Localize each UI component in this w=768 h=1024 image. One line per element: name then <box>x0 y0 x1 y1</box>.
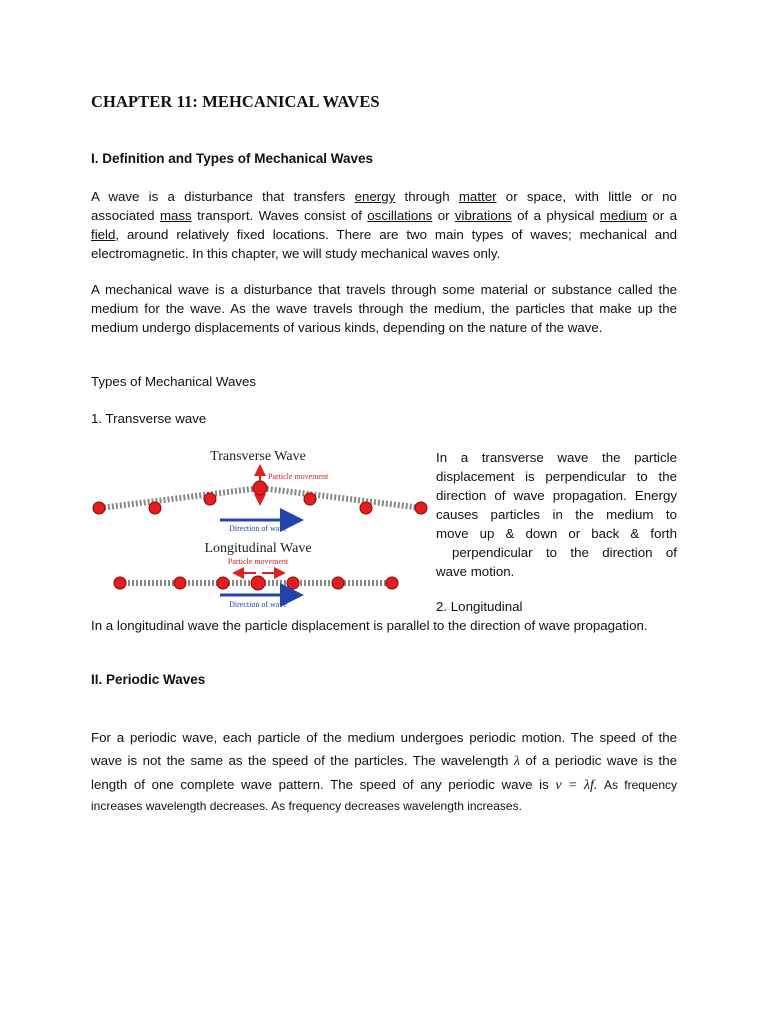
periodic-line-2: wave is not the same as the speed of the particles. The wavelength λ of a periodic wave is the <box>91 753 677 769</box>
definition-line-2: associated mass transport. Waves consist of oscillations or vibrations of a physical medium or a <box>91 208 677 223</box>
definition-line-3: field, around relatively fixed locations. There are two main types of waves; mechanical and <box>91 227 677 242</box>
energy-link[interactable]: energy <box>354 189 396 204</box>
particle <box>174 577 186 589</box>
particle <box>304 493 316 505</box>
mechanical-wave-paragraph: A mechanical wave is a disturbance that travels through some material or substance called the medium for the wave. As the wave travels through the medium, the particles that make up the medium undergo displacements of various kinds, depending on the nature of the wave. <box>91 282 677 335</box>
matter-link[interactable]: matter <box>458 189 497 204</box>
definition-line-1: A wave is a disturbance that transfers energy through matter or space, with little or no <box>91 189 677 204</box>
lambda-symbol: λ <box>513 754 520 769</box>
wave-diagram <box>88 442 428 612</box>
longitudinal-particle-label: Particle movement <box>227 557 289 566</box>
medium-link[interactable]: medium <box>599 208 648 223</box>
particle <box>415 502 427 514</box>
longitudinal-description: In a longitudinal wave the particle displacement is parallel to the direction of wave propagation. <box>91 618 648 633</box>
item-longitudinal: 2. Longitudinal <box>436 599 523 614</box>
section-2-heading: II. Periodic Waves <box>91 672 206 687</box>
particle <box>332 577 344 589</box>
particle <box>93 502 105 514</box>
speed-formula: v = λf. <box>555 778 598 793</box>
transverse-description: In a transverse wave the particle displacement is perpendicular to the direction of wave propagation. Energy causes particles in the medium to move up & down or back & forth perpendicular to the direction of wave motion. <box>436 450 677 579</box>
transverse-title: Transverse Wave <box>210 449 306 464</box>
particle <box>253 481 267 495</box>
mass-link[interactable]: mass <box>159 208 192 223</box>
particle <box>149 502 161 514</box>
types-label: Types of Mechanical Waves <box>91 374 257 389</box>
particle <box>386 577 398 589</box>
particle <box>217 577 229 589</box>
periodic-line-3: length of one complete wave pattern. The speed of any periodic wave is v = λf. As frequency <box>91 777 678 793</box>
item-transverse: 1. Transverse wave <box>91 411 207 426</box>
particle <box>287 577 299 589</box>
particle <box>360 502 372 514</box>
longitudinal-direction-label: Direction of wave <box>229 600 287 609</box>
particle <box>204 493 216 505</box>
longitudinal-title: Longitudinal Wave <box>204 541 312 556</box>
particle <box>114 577 126 589</box>
definition-line-4: electromagnetic. In this chapter, we will study mechanical waves only. <box>91 246 501 261</box>
chapter-title: CHAPTER 11: MEHCANICAL WAVES <box>91 92 380 111</box>
transverse-direction-label: Direction of wave <box>229 524 287 533</box>
transverse-particle-label: Particle movement <box>268 472 329 481</box>
definition-paragraph <box>91 187 677 263</box>
field-link[interactable]: field <box>91 227 116 242</box>
section-1-heading: I. Definition and Types of Mechanical Waves <box>91 151 374 166</box>
oscillations-link[interactable]: oscillations <box>367 208 433 223</box>
vibrations-link[interactable]: vibrations <box>454 208 512 223</box>
periodic-paragraph: For a periodic wave, each particle of the medium undergoes periodic motion. The speed of the wave is not the same as the speed of the particles. The wavelength λ of a periodic wave is the length of one complete wave pattern. The speed of any periodic wave is v = λf. As frequency increases wavelength decreases. As frequency decreases wavelength increases. <box>91 730 678 813</box>
particle <box>251 576 265 590</box>
